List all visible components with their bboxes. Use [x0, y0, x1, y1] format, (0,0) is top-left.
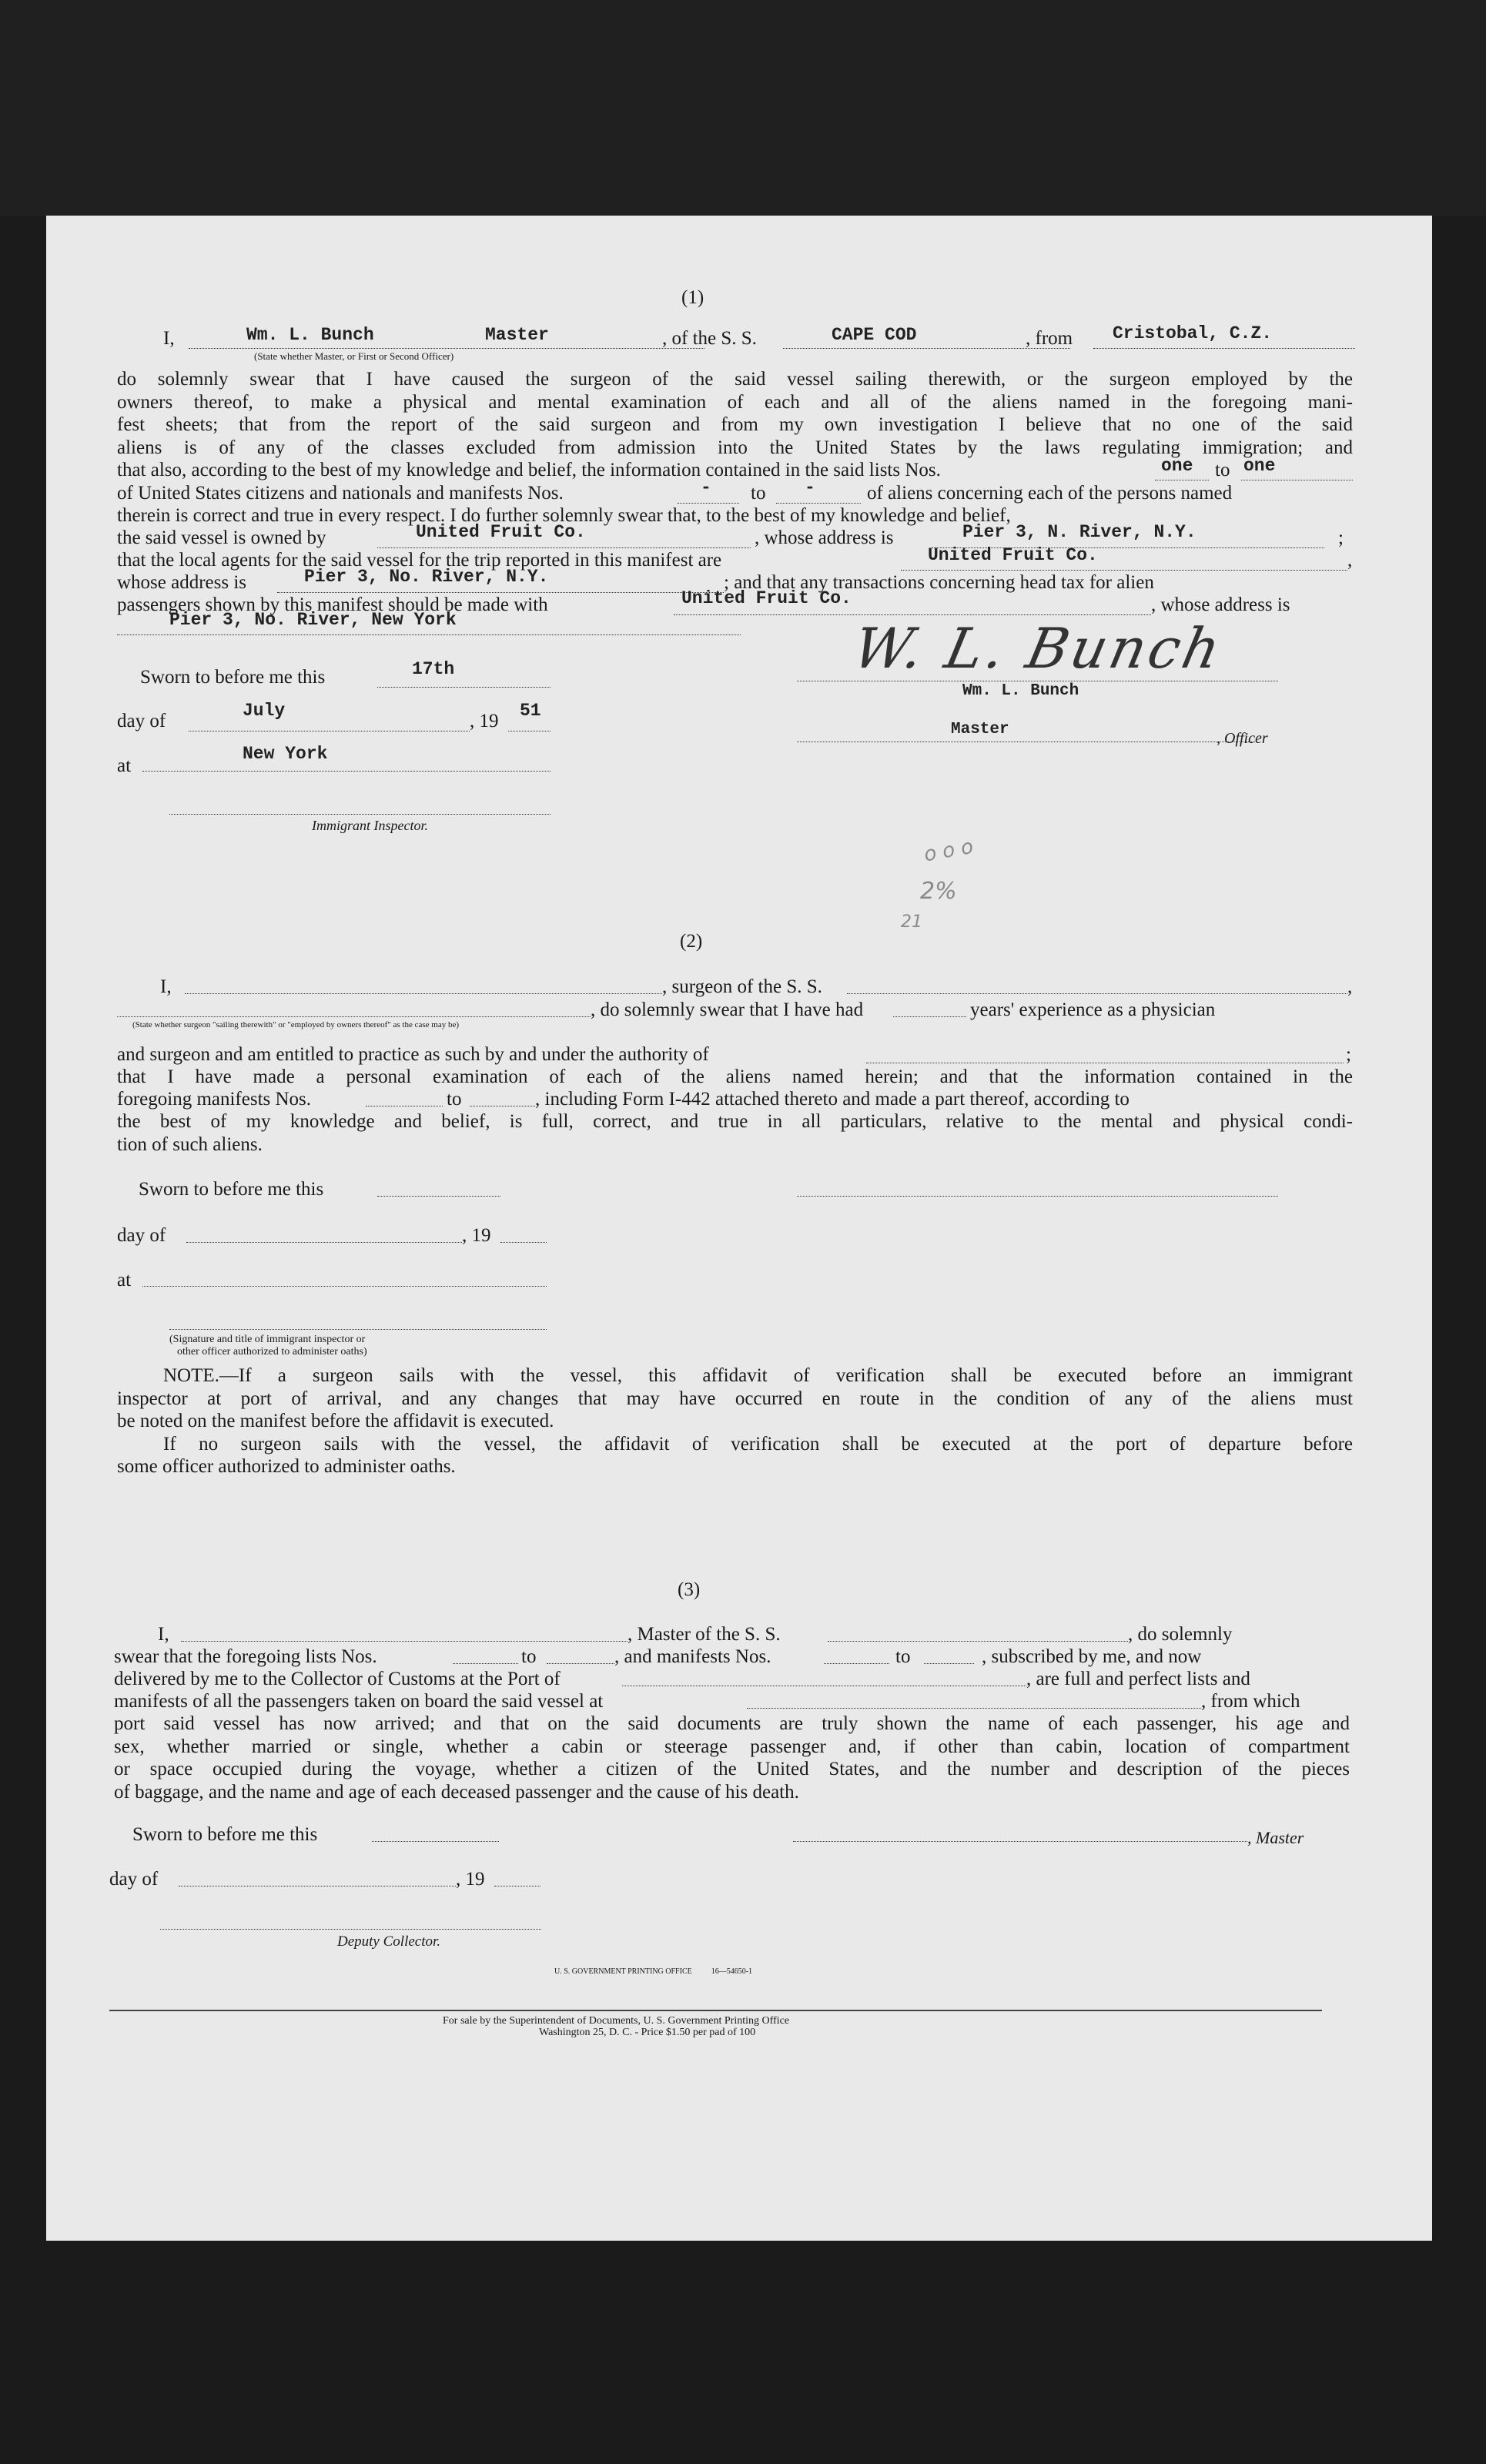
surgeon-vessel-line: [847, 993, 1347, 994]
officer-name-typed: Wm. L. Bunch: [962, 682, 1079, 700]
month-line: [186, 1242, 462, 1243]
boarded-tail: , from which: [1201, 1691, 1300, 1712]
surgeon-name-line: [185, 993, 662, 994]
note-line: be noted on the manifest before the affidavit is executed.: [117, 1411, 554, 1431]
surgeon-signature-line: [797, 1196, 1278, 1197]
whose-address-label: , whose address is: [755, 527, 894, 548]
sworn-label: Sworn to before me this: [132, 1824, 318, 1845]
officer-name: Wm. L. Bunch: [246, 325, 374, 345]
head-tax-party-line: [674, 614, 1151, 615]
master-paragraph: [114, 1712, 1350, 1803]
title-note: (State whether Master, or First or Second Officer): [254, 350, 454, 362]
year-prefix: , 19: [456, 1869, 485, 1890]
master-vessel-line: [828, 1641, 1128, 1642]
sworn-label: Sworn to before me this: [140, 667, 326, 688]
agents-name: United Fruit Co.: [928, 545, 1098, 565]
year: 51: [520, 701, 541, 721]
master-signature-line: [793, 1841, 1247, 1842]
inspector-line: [169, 1329, 547, 1330]
lists-line: swear that the foregoing lists Nos.: [114, 1646, 377, 1667]
paragraph-line: do solemnly swear that I have caused the surgeon of the said vessel sailing therewith, or the surgeon employed by the: [117, 369, 1353, 390]
to-label: to: [447, 1089, 462, 1110]
passengers-label: passengers shown by this manifest should be made with: [117, 594, 548, 615]
paragraph-line: that I have made a personal examination of each of the aliens named herein; and that the information contained in the: [117, 1066, 1353, 1087]
i-label: I,: [158, 1624, 169, 1645]
sale-line: Washington 25, D. C. - Price $1.50 per pad of 100: [539, 2027, 756, 2038]
officer-title: Master: [485, 325, 549, 345]
officer-name-line: [189, 348, 705, 349]
at-label: at: [117, 1270, 132, 1291]
officer-title-typed: Master: [951, 721, 1009, 738]
oath-paragraph: [117, 368, 1353, 459]
day-of-label: day of: [117, 1225, 166, 1246]
sworn-label: Sworn to before me this: [139, 1179, 324, 1200]
inspector-label: Immigrant Inspector.: [312, 818, 428, 833]
owner-address: Pier 3, N. River, N.Y.: [962, 522, 1196, 542]
month-line: [189, 731, 470, 732]
semicolon: ;: [1346, 1044, 1351, 1065]
head-tax-party: United Fruit Co.: [681, 588, 852, 608]
manifests-from-line: [678, 503, 739, 504]
paragraph-line: or space occupied during the voyage, whether a citizen of the United States, and the number and description of the pieces: [114, 1759, 1350, 1779]
section-number: (3): [678, 1579, 701, 1600]
surgeon-label: , surgeon of the S. S.: [662, 976, 822, 997]
pencil-annotation: 21: [901, 912, 922, 932]
form-text: , including Form I-442 attached thereto and made a part thereof, according to: [535, 1089, 1130, 1110]
inspector-signature-line: [169, 814, 551, 815]
port-line-tail: , are full and perfect lists and: [1026, 1669, 1250, 1689]
place: New York: [243, 744, 328, 764]
note-paragraph: [117, 1364, 1353, 1478]
paragraph-line: aliens is of any of the classes excluded from admission into the United States by the laws regulating immigration; and: [117, 437, 1353, 458]
pencil-annotation: o o o: [922, 835, 976, 867]
section-number: (1): [681, 287, 705, 308]
surgeon-status-line: [117, 1016, 591, 1017]
manifests-from-line: [824, 1663, 889, 1664]
paragraph-line: port said vessel has now arrived; and that on the said documents are truly shown the name of each passenger, his age and: [114, 1713, 1350, 1734]
boarded-label: manifests of all the passengers taken on board the said vessel at: [114, 1691, 604, 1712]
years-tail: years' experience as a physician: [970, 999, 1216, 1020]
printing-office: U. S. GOVERNMENT PRINTING OFFICE 16—54650-1: [554, 1967, 753, 1976]
whose-address-is: , whose address is: [1151, 594, 1290, 615]
head-tax-address: Pier 3, No. River, New York: [169, 610, 457, 630]
year-prefix: , 19: [462, 1225, 491, 1246]
lists-from-line: [453, 1663, 518, 1664]
year-prefix: , 19: [470, 711, 499, 732]
paragraph-line: that also, according to the best of my knowledge and belief, the information contained in the said lists Nos.: [117, 460, 941, 480]
years-label: , do solemnly swear that I have had: [591, 999, 864, 1020]
month: July: [243, 701, 286, 721]
master-sig-label: , Master: [1247, 1828, 1304, 1847]
from-label: , from: [1026, 328, 1073, 349]
manifests-to: -: [805, 477, 815, 497]
sworn-day: 17th: [412, 659, 455, 679]
to-label: to: [751, 483, 766, 504]
paragraph-line: owners thereof, to make a physical and mental examination of each and all of the aliens named in the foregoing mani-: [117, 391, 1353, 413]
note-line: If no surgeon sails with the vessel, the affidavit of verification shall be executed at the port of departure before: [163, 1433, 1353, 1455]
manifests-to-line: [924, 1663, 974, 1664]
from-port: Cristobal, C.Z.: [1113, 323, 1273, 343]
agents-address: Pier 3, No. River, N.Y.: [304, 567, 549, 587]
boarded-line: [747, 1708, 1201, 1709]
section-number: (2): [680, 931, 703, 952]
place-line: [142, 1286, 547, 1287]
semicolon: ;: [1338, 527, 1344, 548]
surgeon-paragraph: [117, 1066, 1353, 1089]
pencil-annotation: 2%: [920, 878, 957, 905]
lists-from: one: [1161, 456, 1193, 476]
comma: ,: [1347, 550, 1353, 571]
agents-address-label: whose address is: [117, 572, 247, 593]
paragraph-line: of baggage, and the name and age of each deceased passenger and the cause of his death.: [114, 1781, 799, 1803]
manifests-tail: of aliens concerning each of the persons named: [867, 483, 1233, 504]
lists-to-line: [547, 1663, 614, 1664]
years-line: [893, 1016, 966, 1017]
owned-label: the said vessel is owned by: [117, 527, 326, 548]
head-tax-label: ; and that any transactions concerning head tax for alien: [724, 572, 1154, 593]
master-label: , Master of the S. S.: [628, 1624, 781, 1645]
port-line-label: delivered by me to the Collector of Customs at the Port of: [114, 1669, 561, 1689]
paragraph-line: foregoing manifests Nos.: [117, 1089, 312, 1110]
day-of-label: day of: [109, 1869, 159, 1890]
vessel-name: CAPE COD: [832, 325, 917, 345]
paragraph-line: therein is correct and true in every respect. I do further solemnly swear that, to the best of my knowledge and belief,: [117, 505, 1011, 526]
at-label: at: [117, 755, 132, 776]
year-line: [500, 1242, 547, 1243]
manifests-from: -: [701, 477, 711, 497]
master-name-line: [181, 1641, 628, 1642]
agents-label: that the local agents for the said vessel for the trip reported in this manifest are: [117, 550, 722, 571]
owner-name: United Fruit Co.: [416, 522, 586, 542]
agents-line: [901, 570, 1347, 571]
paragraph-line: sex, whether married or single, whether a cabin or steerage passenger and, if other than cabin, location of compartment: [114, 1736, 1350, 1757]
officer-signature: W. L. Bunch: [848, 616, 1230, 681]
paragraph-line: fest sheets; that from the report of the said surgeon and from my own investigation I believe that no one of the said: [117, 414, 1353, 435]
of-ss-label: , of the S. S.: [662, 328, 757, 349]
to-label: to: [895, 1646, 911, 1667]
sale-line: For sale by the Superintendent of Documents, U. S. Government Printing Office: [443, 2015, 789, 2027]
to-label: to: [521, 1646, 537, 1667]
sworn-day-line: [372, 1841, 499, 1842]
sworn-day-line: [377, 1196, 500, 1197]
surgeon-note: (State whether surgeon "sailing therewith" or "employed by owners thereof" as the case may be): [132, 1020, 460, 1029]
note-line: NOTE.—If a surgeon sails with the vessel, this affidavit of verification shall be executed before an immigrant: [163, 1365, 1353, 1386]
from-port-line: [1093, 348, 1355, 349]
to-label: to: [1215, 460, 1230, 480]
surgeon-paragraph: [117, 1110, 1353, 1156]
solemnly-label: , do solemnly: [1128, 1624, 1233, 1645]
note-line: some officer authorized to administer oaths.: [117, 1456, 456, 1477]
paragraph-line: tion of such aliens.: [117, 1133, 263, 1155]
paragraph-line: of United States citizens and nationals and manifests Nos.: [117, 483, 564, 504]
year-line: [508, 731, 551, 732]
paragraph-line: the best of my knowledge and belief, is full, correct, and true in all particulars, relative to the mental and physical condi-: [117, 1111, 1353, 1132]
day-of-label: day of: [117, 711, 166, 732]
footer-rule: [109, 2010, 1322, 2011]
comma: ,: [1347, 976, 1353, 997]
paragraph-line: and surgeon and am entitled to practice as such by and under the authority of: [117, 1044, 709, 1065]
place-line: [142, 771, 551, 772]
scan-background: [0, 0, 1486, 216]
manifests-label: , and manifests Nos.: [614, 1646, 771, 1667]
signature-note: (Signature and title of immigrant inspector or: [169, 1334, 366, 1345]
sworn-day-line: [377, 687, 551, 688]
officer-label: , Officer: [1217, 730, 1268, 747]
manifests-to-line: [776, 503, 861, 504]
signature-note: other officer authorized to administer oaths): [177, 1346, 367, 1358]
affidavit-page: [46, 216, 1432, 2241]
collector-line: [160, 1929, 541, 1930]
head-tax-address-line: [117, 634, 741, 635]
agents-address-line: [277, 592, 724, 593]
i-label: I,: [160, 976, 172, 997]
i-label: I,: [163, 328, 175, 349]
note-line: inspector at port of arrival, and any changes that may have occurred en route in the condition of any of the aliens must: [117, 1388, 1353, 1409]
collector-label: Deputy Collector.: [337, 1933, 441, 1950]
owner-line: [377, 547, 751, 548]
lists-to: one: [1243, 456, 1276, 476]
subscribed-label: , subscribed by me, and now: [982, 1646, 1202, 1667]
